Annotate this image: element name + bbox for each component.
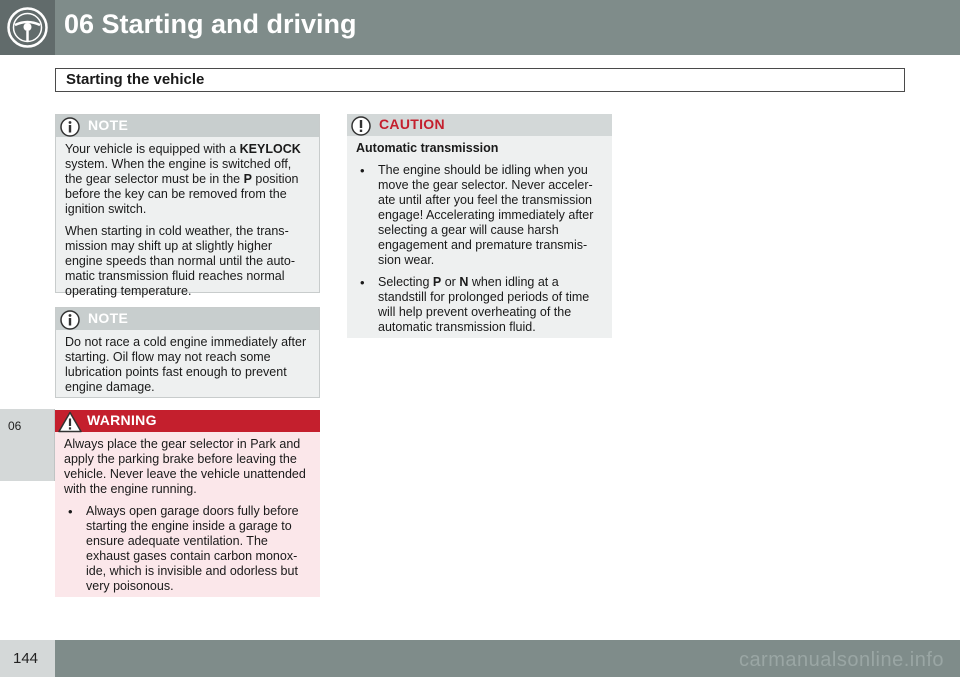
- warning-header: [55, 410, 320, 432]
- caution-body: [347, 136, 612, 343]
- keylock-term: KEYLOCK: [239, 142, 301, 156]
- section-bar: [55, 68, 905, 92]
- note-label: NOTE: [88, 117, 129, 133]
- warning-triangle-icon: [58, 411, 82, 433]
- info-icon: [59, 309, 81, 331]
- note-header: [56, 115, 319, 137]
- caution-subtitle: [356, 141, 603, 156]
- sidebar: [0, 55, 55, 640]
- caution-header: [347, 114, 612, 136]
- info-icon: [59, 116, 81, 138]
- caution-label: CAUTION: [379, 116, 445, 132]
- text-run: or: [441, 275, 460, 289]
- list-item: • The engine should be idling when you move the gear selector. Never accelerate until after you feel the transmission engage! Accelerating immediately after selecting a gear will cause harsh engagement and premature transmission wear.: [356, 163, 603, 268]
- note-body: [56, 137, 319, 307]
- chapter-header: [0, 0, 960, 55]
- gear-p-term: P: [432, 275, 442, 289]
- note-paragraph: [65, 142, 310, 217]
- text-run: when idling at a standstill for prolonged periods of time will help prevent overheating of the automatic transmission fluid.: [378, 275, 590, 334]
- note-label: NOTE: [88, 310, 129, 326]
- warning-paragraph: Always place the gear selector in Park and apply the parking brake before leaving the vehicle. Never leave the vehicle unattended with the engine running.: [64, 437, 306, 496]
- chapter-tab-label: 06: [8, 419, 22, 433]
- text-run: Selecting: [378, 275, 433, 289]
- section-title: Starting the vehicle: [66, 71, 205, 88]
- watermark: carmanualsonline.info: [738, 649, 944, 671]
- caution-box: [347, 114, 612, 338]
- note-header: [56, 308, 319, 330]
- warning-bullet-list: [64, 504, 311, 594]
- note-paragraph: Do not race a cold engine immediately after starting. Oil flow may not reach some lubrication points fast enough to prevent engine damage.: [65, 335, 307, 394]
- gear-p-term: P: [243, 172, 252, 186]
- chapter-title: 06 Starting and driving: [64, 9, 357, 39]
- page-number-box: [0, 640, 55, 677]
- steering-wheel-icon: [6, 6, 49, 49]
- gear-n-term: N: [459, 275, 469, 289]
- note-paragraph: When starting in cold weather, the transmission may shift up at slightly higher engine speeds than normal until the automatic transmission fluid reaches normal operating temperature.: [65, 224, 296, 298]
- note-box-cold-engine: [55, 307, 320, 398]
- list-item: • Always open garage doors fully before starting the engine inside a garage to ensure adequate ventilation. The exhaust gases contain carbon monoxide, which is invisible and odorless but very poisonous.: [64, 504, 311, 594]
- warning-box: [55, 410, 320, 597]
- text-run: Your vehicle is equipped with a: [65, 142, 240, 156]
- note-box-keylock: [55, 114, 320, 298]
- chapter-tab[interactable]: [0, 409, 55, 481]
- warning-body: [55, 432, 320, 602]
- caution-exclamation-icon: [350, 115, 372, 137]
- note-body: [56, 330, 319, 403]
- text-run: system. When the engine is switched off, the gear selector must be in the: [65, 157, 292, 186]
- list-item: [356, 275, 603, 335]
- page-number: 144: [13, 650, 39, 667]
- caution-bullet-list: [356, 163, 603, 335]
- text-run: position before the key can be removed from the ignition switch.: [65, 172, 299, 216]
- caution-subtitle-text: Automatic transmission: [356, 141, 499, 155]
- logo-box: [0, 0, 55, 55]
- warning-label: WARNING: [87, 412, 157, 428]
- page-footer: [0, 640, 960, 677]
